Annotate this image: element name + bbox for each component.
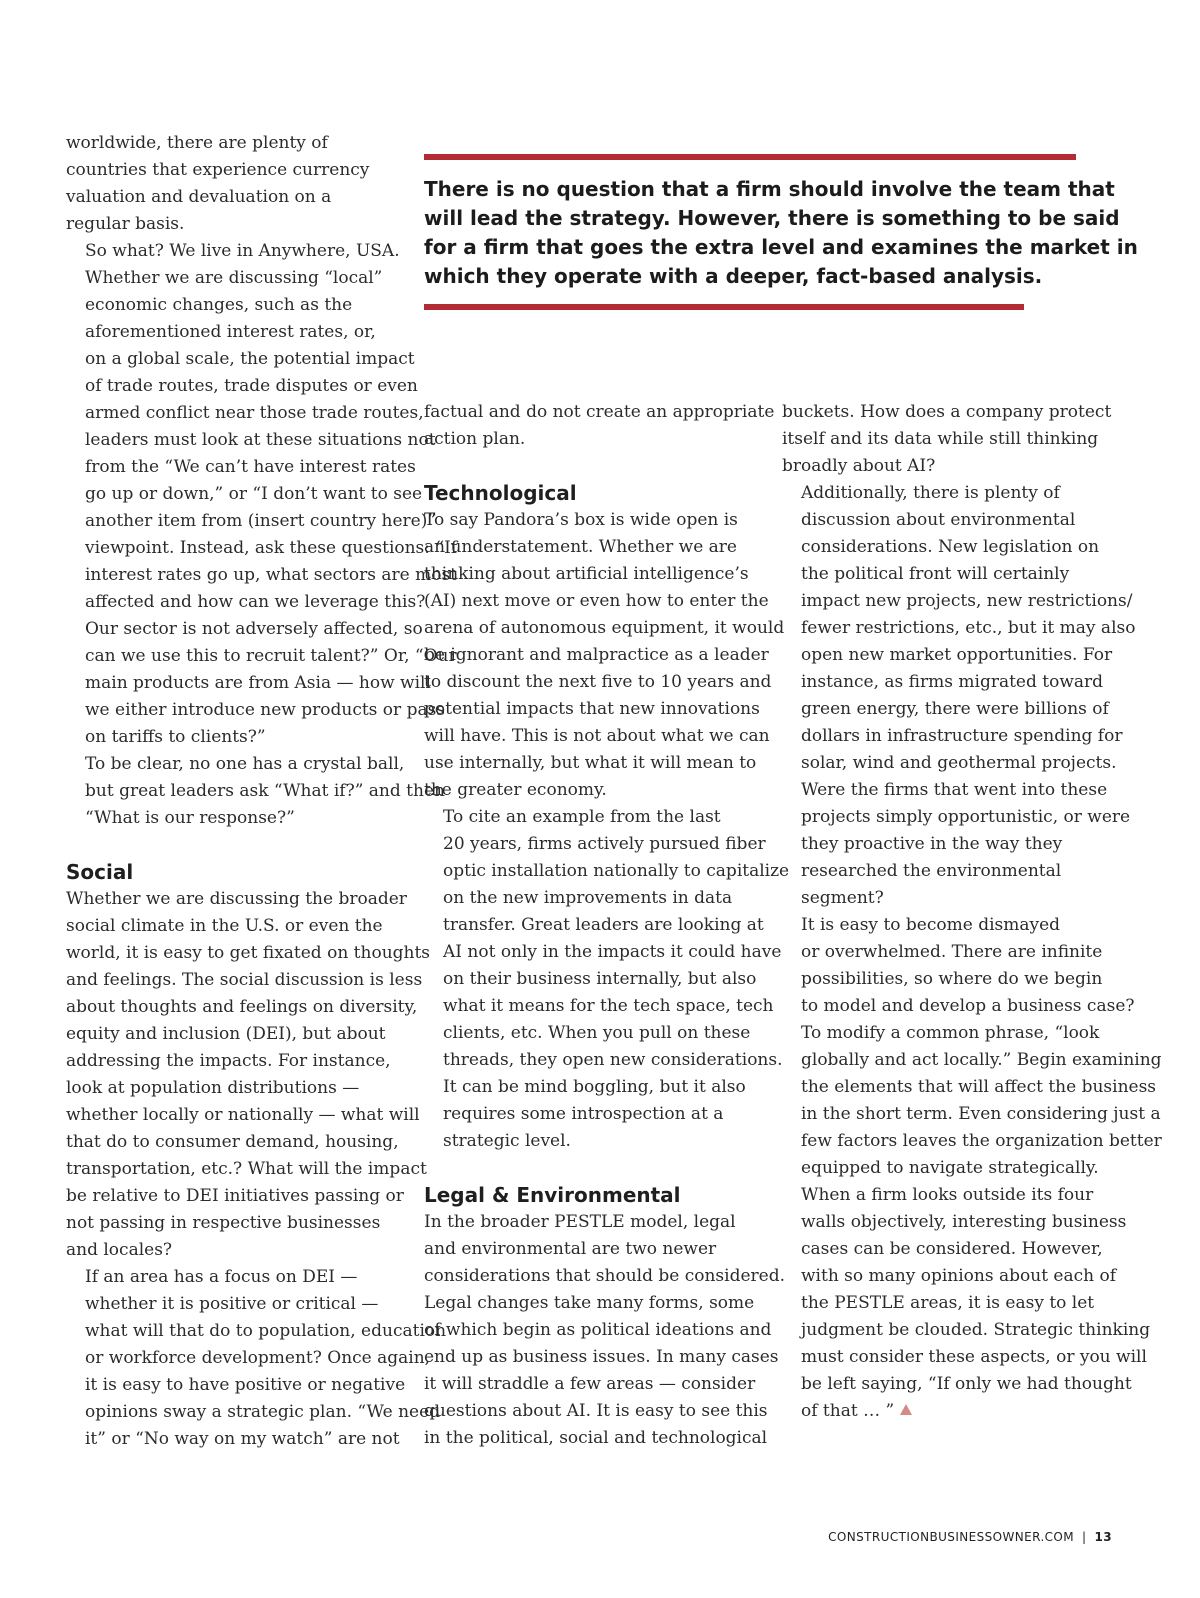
text-line: Whether we are discussing the broader	[66, 889, 407, 909]
text-line: viewpoint. Instead, ask these questions: “If	[85, 538, 458, 558]
page-number: 13	[1094, 1530, 1112, 1544]
section-gap	[424, 453, 764, 480]
text-line: If an area has a focus on DEI —	[85, 1267, 358, 1287]
text-line: equipped to navigate strategically.	[801, 1158, 1099, 1178]
text-line: questions about AI. It is easy to see this	[424, 1401, 768, 1421]
text-line: considerations that should be considered.	[424, 1266, 786, 1286]
body-paragraph	[782, 480, 1136, 912]
text-line: Our sector is not adversely affected, so	[85, 619, 423, 639]
text-line: To be clear, no one has a crystal ball,	[85, 754, 405, 774]
text-line: the political front will certainly	[801, 564, 1070, 584]
text-line: it is easy to have positive or negative	[85, 1375, 406, 1395]
text-line: factual and do not create an appropriate	[424, 402, 775, 422]
text-line: world, it is easy to get fixated on thoughts	[66, 943, 431, 963]
text-line: researched the environmental	[801, 861, 1062, 881]
text-line: on their business internally, but also	[443, 969, 757, 989]
text-line: social climate in the U.S. or even the	[66, 916, 383, 936]
text-line: to discount the next five to 10 years and	[424, 672, 772, 692]
text-line: Whether we are discussing “local”	[85, 268, 383, 288]
text-line: considerations. New legislation on	[801, 537, 1100, 557]
body-paragraph	[66, 265, 458, 751]
text-line: interest rates go up, what sectors are most	[85, 565, 457, 585]
text-line: 20 years, firms actively pursued fiber	[443, 834, 766, 854]
text-line: valuation and devaluation on a	[66, 187, 332, 207]
text-line: of trade routes, trade disputes or even	[85, 376, 418, 396]
text-line: few factors leaves the organization better	[801, 1131, 1162, 1151]
text-line: in the political, social and technological	[424, 1428, 768, 1448]
text-line: It is easy to become dismayed	[801, 915, 1061, 935]
text-line: aforementioned interest rates, or,	[85, 322, 376, 342]
text-line: can we use this to recruit talent?” Or, “Our	[85, 646, 457, 666]
text-line: not passing in respective businesses	[66, 1213, 381, 1233]
text-line: possibilities, so where do we begin	[801, 969, 1103, 989]
text-line: whether locally or nationally — what will	[66, 1105, 420, 1125]
text-line: arena of autonomous equipment, it would	[424, 618, 785, 638]
text-line: thinking about artificial intelligence’s	[424, 564, 749, 584]
text-line: Additionally, there is plenty of	[801, 483, 1060, 503]
body-paragraph	[66, 751, 445, 832]
text-line: fewer restrictions, etc., but it may also	[801, 618, 1136, 638]
text-line: to model and develop a business case?	[801, 996, 1135, 1016]
body-paragraph	[424, 1209, 786, 1452]
text-line: another item from (insert country here)”	[85, 511, 437, 531]
section-heading-social: Social	[66, 860, 134, 884]
text-line: action plan.	[424, 429, 526, 449]
text-line: what will that do to population, education	[85, 1321, 447, 1341]
text-line: instance, as firms migrated toward	[801, 672, 1104, 692]
end-mark-icon	[900, 1404, 912, 1415]
text-line: or overwhelmed. There are infinite	[801, 942, 1103, 962]
text-line: equity and inclusion (DEI), but about	[66, 1024, 386, 1044]
text-line: and feelings. The social discussion is less	[66, 970, 423, 990]
text-line: addressing the impacts. For instance,	[66, 1051, 391, 1071]
text-line: with so many opinions about each of	[801, 1266, 1117, 1286]
text-line: It can be mind boggling, but it also	[443, 1077, 746, 1097]
text-line: armed conflict near those trade routes,	[85, 403, 424, 423]
text-line: be relative to DEI initiatives passing or	[66, 1186, 404, 1206]
article-column-3	[782, 399, 1162, 1425]
pullquote-line: which they operate with a deeper, fact-based analysis.	[424, 264, 1043, 288]
text-line: but great leaders ask “What if?” and then	[85, 781, 445, 801]
text-line: use internally, but what it will mean to	[424, 753, 757, 773]
body-paragraph	[424, 804, 790, 1155]
text-line: requires some introspection at a	[443, 1104, 724, 1124]
text-line: opinions sway a strategic plan. “We need	[85, 1402, 441, 1422]
text-line: whether it is positive or critical —	[85, 1294, 379, 1314]
text-line: strategic level.	[443, 1131, 571, 1151]
text-line: about thoughts and feelings on diversity,	[66, 997, 418, 1017]
text-line: When a firm looks outside its four	[801, 1185, 1094, 1205]
text-line: it” or “No way on my watch” are not	[85, 1429, 400, 1449]
text-line: end up as business issues. In many cases	[424, 1347, 779, 1367]
text-line: segment?	[801, 888, 884, 908]
text-line: on a global scale, the potential impact	[85, 349, 415, 369]
text-line: and locales?	[66, 1240, 173, 1260]
body-paragraph	[424, 399, 775, 453]
article-column-2	[424, 399, 790, 1452]
section-gap	[66, 832, 406, 859]
text-line: countries that experience currency	[66, 160, 370, 180]
body-paragraph	[782, 912, 1162, 1182]
text-line: what it means for the tech space, tech	[443, 996, 774, 1016]
page-footer	[828, 1530, 1112, 1544]
footer-site-url: CONSTRUCTIONBUSINESSOWNER.COM	[828, 1530, 1075, 1544]
text-line: be ignorant and malpractice as a leader	[424, 645, 769, 665]
text-line: look at population distributions —	[66, 1078, 360, 1098]
text-line: To cite an example from the last	[443, 807, 721, 827]
text-line: or workforce development? Once again,	[85, 1348, 431, 1368]
text-line: clients, etc. When you pull on these	[443, 1023, 751, 1043]
text-line: optic installation nationally to capitalize	[443, 861, 790, 881]
text-line: So what? We live in Anywhere, USA.	[85, 241, 400, 261]
text-line: of which begin as political ideations and	[424, 1320, 772, 1340]
text-line: impact new projects, new restrictions/	[801, 591, 1133, 611]
text-line: solar, wind and geothermal projects.	[801, 753, 1117, 773]
text-line: will have. This is not about what we can	[424, 726, 770, 746]
text-line: AI not only in the impacts it could have	[443, 942, 782, 962]
text-line: green energy, there were billions of	[801, 699, 1109, 719]
text-line: we either introduce new products or pass	[85, 700, 446, 720]
text-line: the greater economy.	[424, 780, 607, 800]
text-line: broadly about AI?	[782, 456, 936, 476]
text-line: an understatement. Whether we are	[424, 537, 737, 557]
text-line: potential impacts that new innovations	[424, 699, 760, 719]
text-line: (AI) next move or even how to enter the	[424, 591, 769, 611]
text-line: affected and how can we leverage this?	[85, 592, 426, 612]
body-paragraph	[424, 507, 785, 804]
text-line: on the new improvements in data	[443, 888, 733, 908]
text-line: “What is our response?”	[85, 808, 295, 828]
section-gap	[424, 1155, 764, 1182]
pullquote-rule-top	[424, 154, 1076, 160]
text-line: on tariffs to clients?”	[85, 727, 266, 747]
pullquote-line: There is no question that a firm should involve the team that	[424, 177, 1115, 201]
body-paragraph	[66, 238, 406, 265]
text-line: buckets. How does a company protect	[782, 402, 1112, 422]
footer-separator: |	[1082, 1530, 1087, 1544]
section-heading-technological: Technological	[424, 481, 577, 505]
text-line: it will straddle a few areas — consider	[424, 1374, 756, 1394]
body-paragraph	[66, 130, 406, 238]
text-line: the elements that will affect the business	[801, 1077, 1157, 1097]
text-line: discussion about environmental	[801, 510, 1076, 530]
section-heading-legal-environmental: Legal & Environmental	[424, 1183, 681, 1207]
text-line: main products are from Asia — how will	[85, 673, 431, 693]
text-line: itself and its data while still thinking	[782, 429, 1099, 449]
text-line: dollars in infrastructure spending for	[801, 726, 1123, 746]
text-line: In the broader PESTLE model, legal	[424, 1212, 736, 1232]
text-line: the PESTLE areas, it is easy to let	[801, 1293, 1095, 1313]
text-line: in the short term. Even considering just a	[801, 1104, 1161, 1124]
text-line: worldwide, there are plenty of	[66, 133, 328, 153]
text-line: globally and act locally.” Begin examining	[801, 1050, 1162, 1070]
text-line: threads, they open new considerations.	[443, 1050, 783, 1070]
text-line: economic changes, such as the	[85, 295, 353, 315]
article-column-1	[66, 130, 458, 1453]
text-line: from the “We can’t have interest rates	[85, 457, 416, 477]
text-line: transportation, etc.? What will the impact	[66, 1159, 427, 1179]
text-line: open new market opportunities. For	[801, 645, 1113, 665]
text-line: of that … ”	[782, 1398, 1122, 1425]
body-paragraph	[66, 1264, 447, 1453]
text-line: To say Pandora’s box is wide open is	[424, 510, 738, 530]
text-line: that do to consumer demand, housing,	[66, 1132, 399, 1152]
pullquote-rule-bottom	[424, 304, 1024, 310]
text-line: regular basis.	[66, 214, 185, 234]
text-line: cases can be considered. However,	[801, 1239, 1103, 1259]
body-paragraph-final	[782, 1182, 1151, 1425]
text-line: they proactive in the way they	[801, 834, 1063, 854]
text-line: transfer. Great leaders are looking at	[443, 915, 764, 935]
pullquote	[424, 175, 1138, 291]
text-line: go up or down,” or “I don’t want to see	[85, 484, 423, 504]
text-line: judgment be clouded. Strategic thinking	[801, 1320, 1151, 1340]
body-paragraph	[66, 886, 431, 1264]
text-line: leaders must look at these situations not	[85, 430, 436, 450]
text-line: To modify a common phrase, “look	[801, 1023, 1100, 1043]
text-line: and environmental are two newer	[424, 1239, 717, 1259]
text-line: projects simply opportunistic, or were	[801, 807, 1131, 827]
text-line: Were the firms that went into these	[801, 780, 1108, 800]
body-paragraph	[782, 399, 1122, 480]
text-line: must consider these aspects, or you will	[801, 1347, 1147, 1367]
text-line: walls objectively, interesting business	[801, 1212, 1127, 1232]
text-line: be left saying, “If only we had thought	[801, 1374, 1132, 1394]
pullquote-line: will lead the strategy. However, there is something to be said	[424, 206, 1120, 230]
pullquote-line: for a firm that goes the extra level and examines the market in	[424, 235, 1138, 259]
text-line: Legal changes take many forms, some	[424, 1293, 755, 1313]
